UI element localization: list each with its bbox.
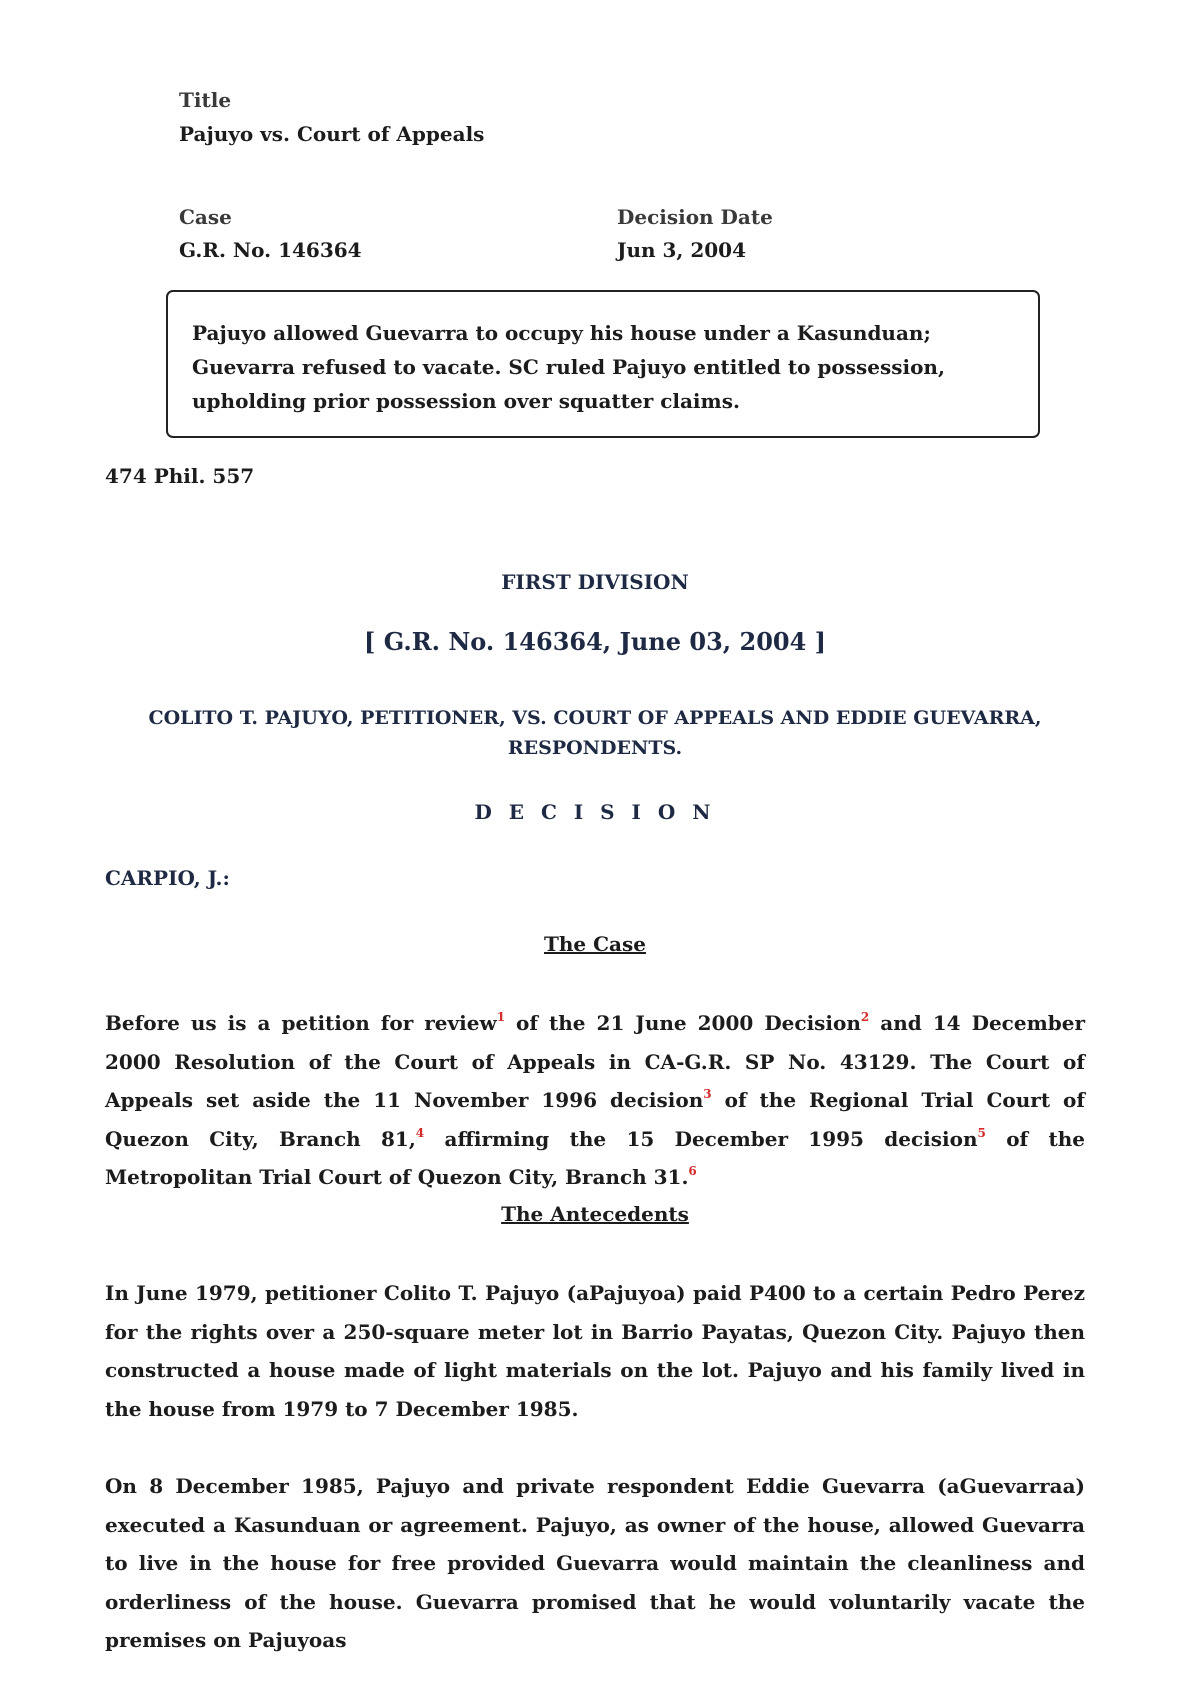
parties: COLITO T. PAJUYO, PETITIONER, VS. COURT OF APPEALS AND EDDIE GUEVARRA, RESPONDENTS. — [148, 707, 1042, 759]
case-number: G.R. No. 146364 — [179, 238, 362, 262]
division: FIRST DIVISION — [501, 570, 689, 594]
paragraph-antecedents-2: On 8 December 1985, Pajuyo and private respondent Eddie Guevarra (aGuevarraa) executed a Kasunduan or agreement. Pajuyo, as owner of the house, allowed Guevarra to live in the house for free provided Guevarra would maintain the cleanliness and orderliness of the house. Guevarra promised that he would voluntarily vacate the premises on Pajuyoas — [105, 1474, 1085, 1652]
footnote-link[interactable]: 4 — [415, 1125, 425, 1140]
para1-text: and 14 December 2000 Resolution of the Court of Appeals in CA-G.R. SP No. 43129. The Court of Appeals set aside the 11 November 1996 decision — [105, 1011, 1085, 1112]
footnote-link[interactable]: 6 — [688, 1164, 697, 1178]
footnote-link[interactable]: 2 — [860, 1010, 870, 1024]
section-heading-antecedents: The Antecedents — [501, 1202, 689, 1226]
summary-box — [166, 290, 1040, 438]
title-label: Title — [179, 88, 232, 112]
paragraph-antecedents-1: In June 1979, petitioner Colito T. Pajuyo (aPajuyoa) paid P400 to a certain Pedro Perez for the rights over a 250-square meter lot in Barrio Payatas, Quezon City. Pajuyo then constructed a house made of light materials on the lot. Pajuyo and his family lived in the house from 1979 to 7 December 1985. — [105, 1281, 1085, 1421]
citation: 474 Phil. 557 — [105, 464, 255, 488]
para1-text: of the Metropolitan Trial Court of Quezon City, Branch 31. — [105, 1126, 1085, 1189]
para1-text: of the Regional Trial Court of Quezon City, Branch 81, — [105, 1088, 1085, 1151]
paragraph-the-case — [105, 1004, 1085, 1197]
ponente: CARPIO, J.: — [105, 866, 230, 890]
decision-date: Jun 3, 2004 — [617, 238, 747, 262]
gr-number: [ G.R. No. 146364, June 03, 2004 ] — [364, 627, 826, 656]
para1-text: of the 21 June 2000 Decision — [505, 1011, 861, 1035]
section-heading-the-case: The Case — [544, 932, 646, 956]
case-label: Case — [179, 205, 232, 229]
footnote-link[interactable]: 5 — [977, 1125, 986, 1140]
decision-date-label: Decision Date — [617, 205, 773, 229]
decision-heading: D E C I S I O N — [474, 800, 716, 824]
summary-text: Pajuyo allowed Guevarra to occupy his house under a Kasunduan; Guevarra refused to vacate. SC ruled Pajuyo entitled to possession, upholding prior possession over squatter claims. — [192, 321, 945, 413]
para1-text: Before us is a petition for review — [105, 1011, 497, 1035]
footnote-link[interactable]: 1 — [496, 1010, 506, 1024]
para1-text: affirming the 15 December 1995 decision — [424, 1126, 978, 1151]
footnote-link[interactable]: 3 — [703, 1087, 712, 1101]
case-title: Pajuyo vs. Court of Appeals — [179, 122, 485, 146]
